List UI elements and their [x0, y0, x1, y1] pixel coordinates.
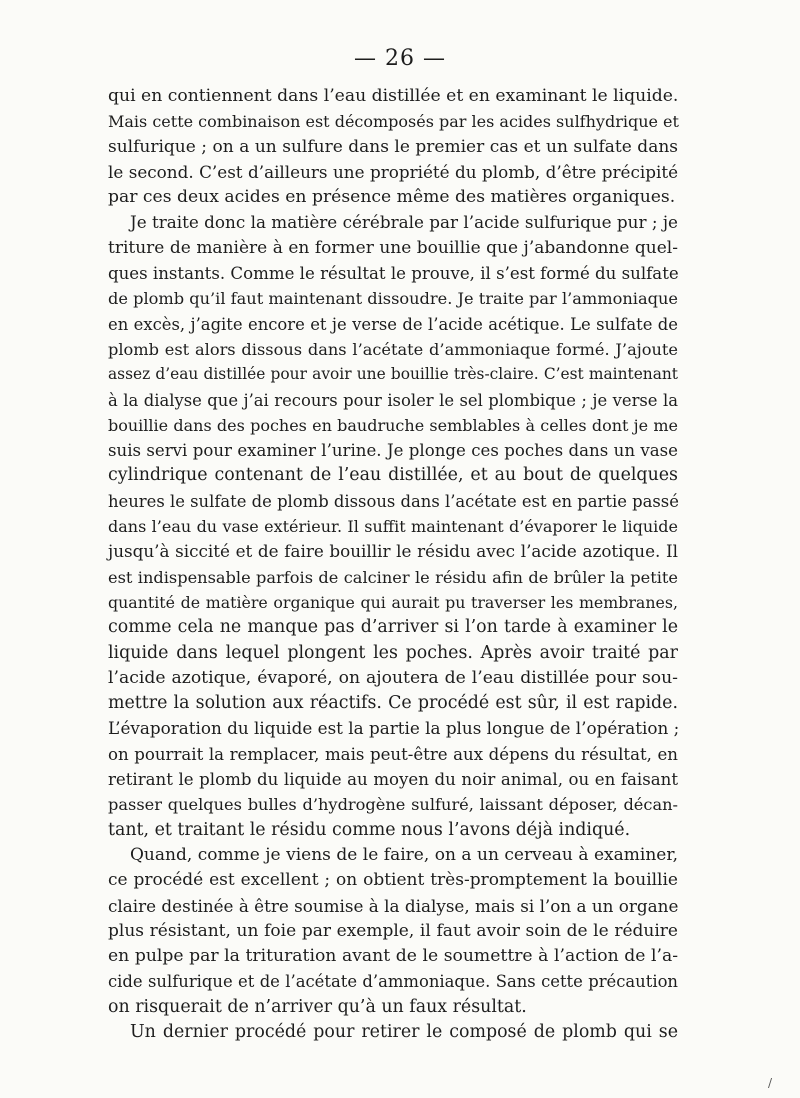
text-line: de plomb qu’il faut maintenant dissoudre. Je traite par l’ammoniaque — [108, 289, 678, 309]
text-line: sulfurique ; on a un sulfure dans le premier cas et un sulfate dans — [108, 136, 678, 157]
page-number: — 26 — — [354, 46, 446, 71]
text-line: heures le sulfate de plomb dissous dans l’acétate est en partie passé — [108, 491, 679, 511]
text-line: on risquerait de n’arriver qu’à un faux résultat. — [108, 996, 527, 1017]
text-line: en pulpe par la trituration avant de le soumettre à l’action de l’a- — [108, 946, 678, 967]
margin-mark: / — [767, 1076, 772, 1090]
text-line: claire destinée à être soumise à la dialyse, mais si l’on a un organe — [108, 895, 679, 916]
text-line: jusqu’à siccité et de faire bouillir le résidu avec l’acide azotique. Il — [108, 541, 678, 562]
text-line: à la dialyse que j’ai recours pour isoler le sel plombique ; je verse la — [108, 390, 678, 410]
text-line: triture de manière à en former une bouillie que j’abandonne quel- — [108, 237, 678, 258]
text-line: bouillie dans des poches en baudruche semblables à celles dont je me — [108, 415, 678, 435]
text-line: en excès, j’agite encore et je verse de l’acide acétique. Le sulfate de — [108, 314, 678, 334]
text-line: mettre la solution aux réactifs. Ce procédé est sûr, il est rapide. — [108, 693, 678, 714]
paragraph-start-line: Un dernier procédé pour retirer le composé de plomb qui se — [130, 1021, 678, 1042]
text-line: le second. C’est d’ailleurs une propriété du plomb, d’être précipité — [108, 161, 678, 182]
text-line: passer quelques bulles d’hydrogène sulfuré, laissant déposer, décan- — [108, 795, 678, 815]
paragraph-start-line: Je traite donc la matière cérébrale par l’acide sulfurique pur ; je — [130, 212, 678, 233]
text-line: plomb est alors dissous dans l’acétate d’ammoniaque formé. J’ajoute — [108, 339, 678, 359]
text-line: Mais cette combinaison est décomposés par les acides sulfhydrique et — [108, 112, 679, 132]
text-line: on pourrait la remplacer, mais peut-être aux dépens du résultat, en — [108, 744, 678, 764]
text-line: retirant le plomb du liquide au moyen du noir animal, ou en faisant — [108, 770, 678, 790]
text-line: l’acide azotique, évaporé, on ajoutera de l’eau distillée pour sou- — [108, 667, 678, 688]
text-line: quantité de matière organique qui aurait pu traverser les membranes, — [108, 592, 678, 612]
text-line: tant, et traitant le résidu comme nous l’avons déjà indiqué. — [108, 819, 631, 840]
text-line: assez d’eau distillée pour avoir une bouillie très-claire. C’est maintenant — [108, 365, 678, 384]
text-line: liquide dans lequel plongent les poches. Après avoir traité par — [108, 642, 678, 663]
text-line: ques instants. Comme le résultat le prouve, il s’est formé du sulfate — [108, 264, 679, 284]
text-line: par ces deux acides en présence même des matières organiques. — [108, 187, 676, 208]
text-line: cide sulfurique et de l’acétate d’ammoniaque. Sans cette précaution — [108, 972, 678, 992]
text-line: ce procédé est excellent ; on obtient très-promptement la bouillie — [108, 870, 678, 891]
text-line: plus résistant, un foie par exemple, il faut avoir soin de le réduire — [108, 920, 678, 941]
paragraph-start-line: Quand, comme je viens de le faire, on a un cerveau à examiner, — [130, 844, 678, 865]
text-line: qui en contiennent dans l’eau distillée et en examinant le liquide. — [108, 86, 679, 106]
text-line: L’évaporation du liquide est la partie la plus longue de l’opération ; — [108, 718, 680, 739]
text-line: suis servi pour examiner l’urine. Je plonge ces poches dans un vase — [108, 441, 678, 461]
text-line: est indispensable parfois de calciner le résidu afin de brûler la petite — [108, 567, 678, 587]
body-text — [108, 84, 678, 1045]
text-line: comme cela ne manque pas d’arriver si l’on tarde à examiner le — [108, 617, 678, 638]
text-line: cylindrique contenant de l’eau distillée, et au bout de quelques — [108, 465, 678, 486]
text-line: dans l’eau du vase extérieur. Il suffit maintenant d’évaporer le liquide — [108, 517, 678, 537]
